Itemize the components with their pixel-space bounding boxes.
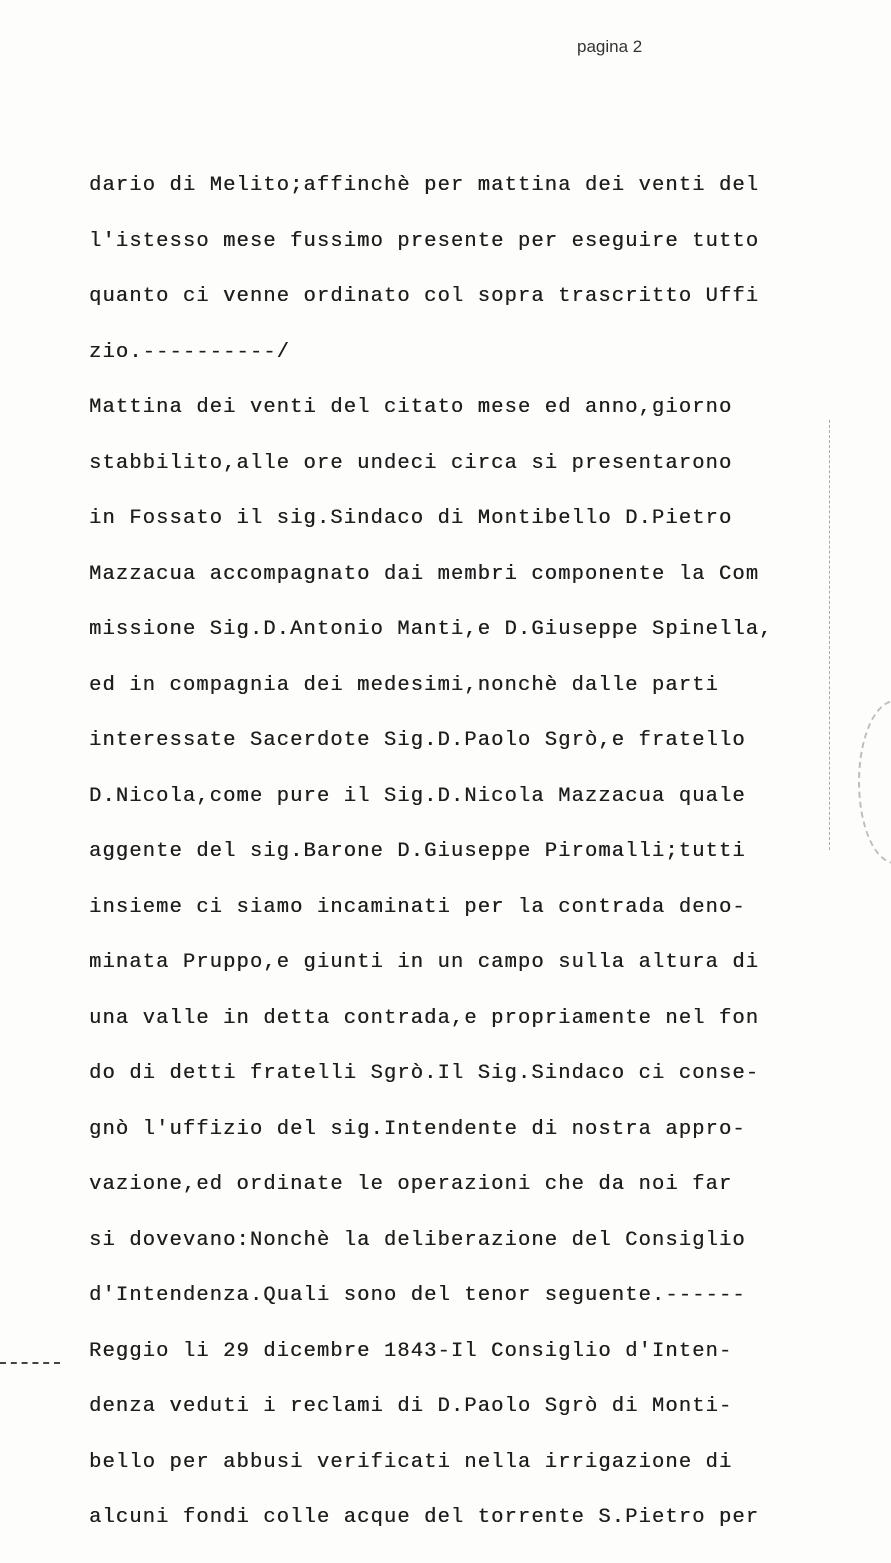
text-line: l'istesso mese fussimo presente per eseguire tutto — [89, 229, 760, 253]
text-line: vazione,ed ordinate le operazioni che da noi far — [89, 1173, 733, 1196]
text-line: do di detti fratelli Sgrò.Il Sig.Sindaco ci conse- — [89, 1062, 760, 1085]
text-line: zio.----------/ — [89, 340, 291, 364]
page-number: pagina 2 — [577, 37, 643, 56]
text-line: quanto ci venne ordinato col sopra trascritto Uffi — [89, 285, 760, 308]
text-line: gnò l'uffizio del sig.Intendente di nostra appro- — [89, 1117, 746, 1141]
text-line: dario di Melito;affinchè per mattina dei venti del — [89, 174, 760, 197]
text-line: Reggio li 29 dicembre 1843-Il Consiglio d'Inten- — [89, 1339, 733, 1363]
text-line: insieme ci siamo incaminati per la contrada deno- — [89, 895, 746, 919]
text-line: denza veduti i reclami di D.Paolo Sgrò di Monti- — [89, 1395, 733, 1418]
text-line: Mazzacua accompagnato dai membri componente la Com — [89, 562, 760, 586]
text-line: si dovevano:Nonchè la deliberazione del Consiglio — [89, 1228, 746, 1252]
typed-text-body — [89, 158, 849, 1546]
text-line: D.Nicola,come pure il Sig.D.Nicola Mazzacua quale — [89, 784, 746, 808]
text-line: Mattina dei venti del citato mese ed anno,giorno — [89, 396, 733, 419]
stamp-mark — [858, 700, 891, 864]
text-line: in Fossato il sig.Sindaco di Montibello D.Pietro — [89, 507, 733, 530]
text-line: d'Intendenza.Quali sono del tenor seguente.------ — [89, 1284, 746, 1307]
text-line: interessate Sacerdote Sig.D.Paolo Sgrò,e fratello — [89, 729, 746, 752]
text-line: stabbilito,alle ore undeci circa si presentarono — [89, 451, 733, 475]
text-line: una valle in detta contrada,e propriamente nel fon — [89, 1006, 760, 1030]
text-line: missione Sig.D.Antonio Manti,e D.Giuseppe Spinella, — [89, 618, 773, 641]
text-line: bello per abbusi verificati nella irrigazione di — [89, 1450, 733, 1474]
text-line: alcuni fondi colle acque del torrente S.Pietro per — [89, 1506, 760, 1529]
text-line: minata Pruppo,e giunti in un campo sulla altura di — [89, 951, 760, 974]
text-line: aggente del sig.Barone D.Giuseppe Piromalli;tutti — [89, 840, 746, 863]
margin-dash-mark — [0, 1362, 60, 1366]
text-line: ed in compagnia dei medesimi,nonchè dalle parti — [89, 673, 719, 697]
